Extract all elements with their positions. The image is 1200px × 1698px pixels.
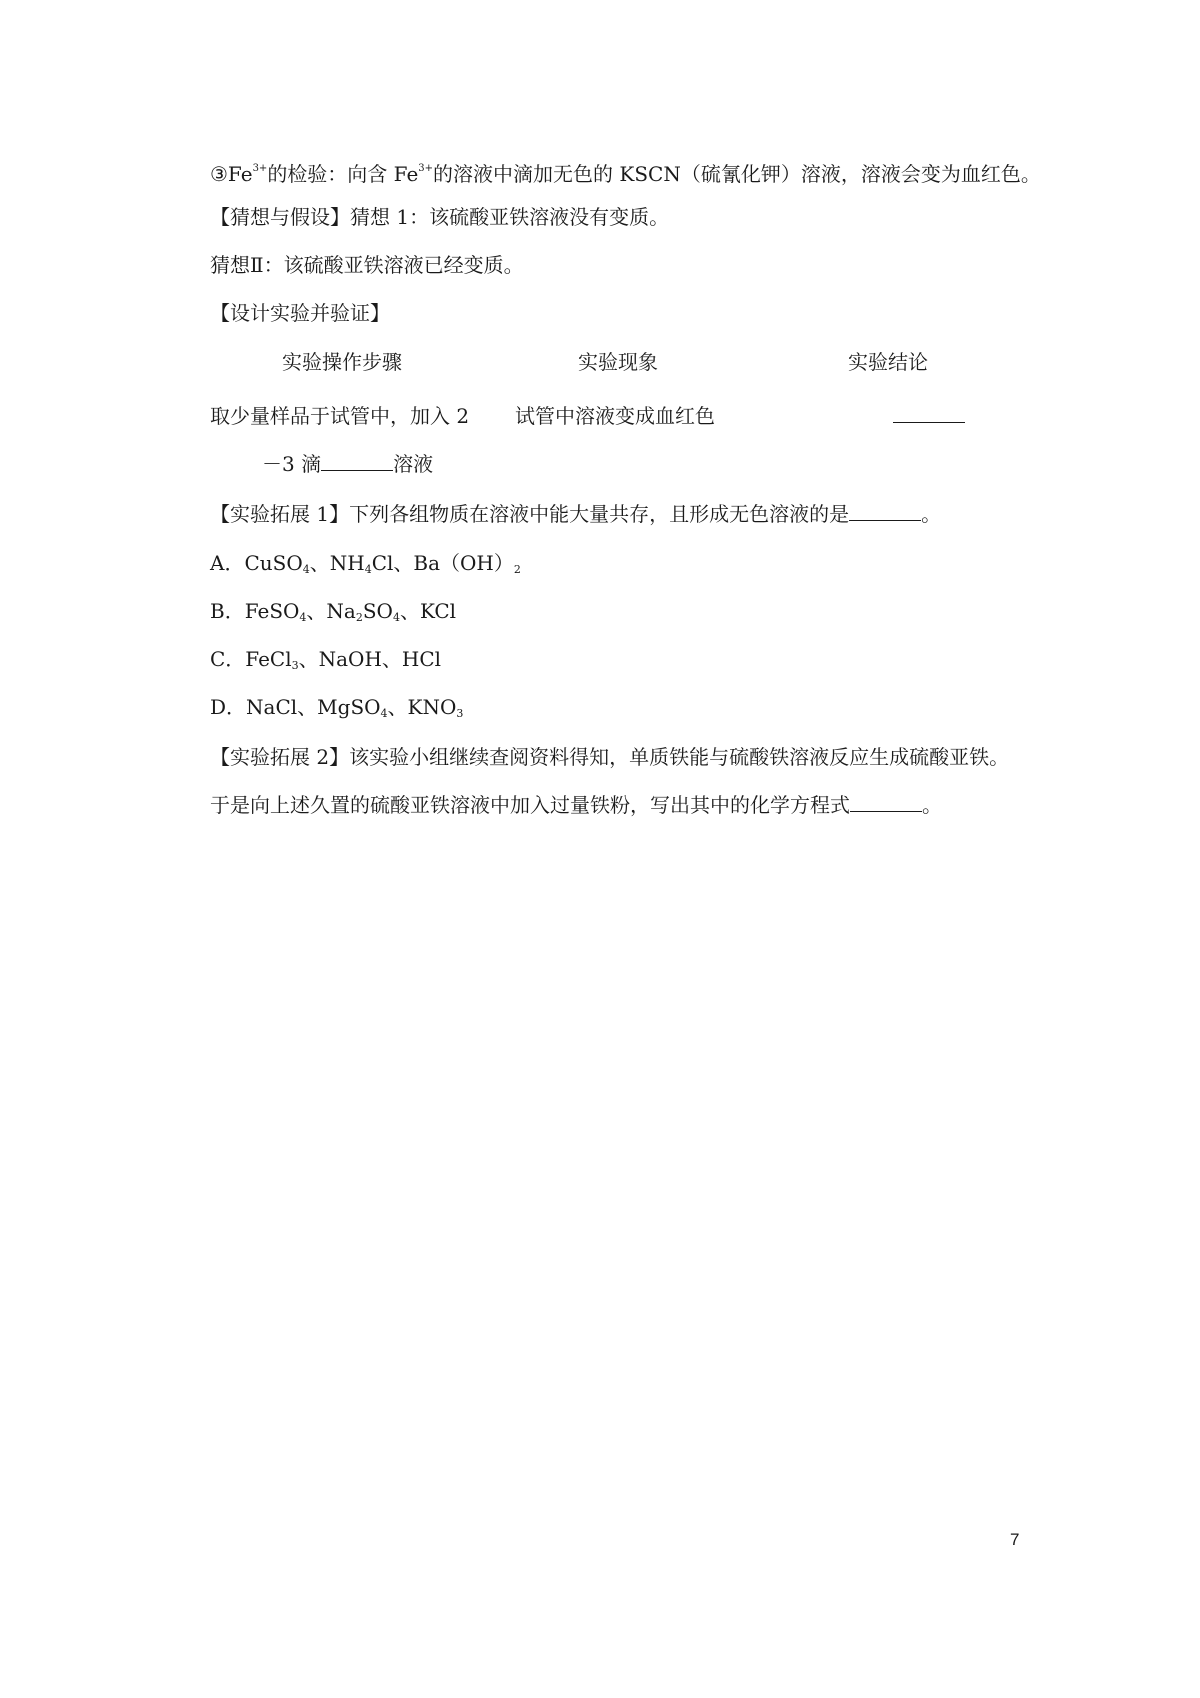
option-a-text-3: Cl、Ba（OH）: [371, 551, 514, 575]
option-b-text-2: 、Na: [306, 599, 356, 623]
step-line2-suffix: 溶液: [393, 452, 434, 476]
superscript-charge-2: 3+: [418, 163, 434, 174]
table-cell-phenomenon: 试管中溶液变成血红色: [515, 404, 715, 428]
option-b-text-4: 、KCl: [399, 599, 457, 623]
option-d-text-2: 、KNO: [387, 695, 457, 719]
answer-blank-equation[interactable]: [850, 791, 922, 812]
step-line2-prefix: －3 滴: [262, 452, 322, 476]
page-number: 7: [1010, 1530, 1020, 1549]
answer-blank-reagent[interactable]: [321, 450, 393, 471]
fe3-text-3: 的溶液中滴加无色的 KSCN（硫氰化钾）溶液，溶液会变为血红色。: [433, 162, 1041, 186]
option-b-sub-2: 2: [355, 611, 363, 624]
option-c-text-2: 、NaOH、HCl: [298, 647, 442, 671]
extension-2-text: 于是向上述久置的硫酸亚铁溶液中加入过量铁粉，写出其中的化学方程式: [210, 793, 850, 817]
table-header-phenomenon: 实验现象: [578, 350, 658, 374]
option-c: [210, 645, 441, 680]
answer-blank-conclusion[interactable]: [893, 402, 965, 423]
hypothesis-2: 猜想Ⅱ：该硫酸亚铁溶液已经变质。: [210, 253, 524, 277]
extension-2-period: 。: [922, 793, 942, 817]
table-cell-conclusion-blank[interactable]: [893, 402, 965, 430]
fe3-text-2: 的检验：向含 Fe: [267, 162, 419, 186]
table-header-steps: 实验操作步骤: [282, 350, 402, 374]
table-cell-step-line1: 取少量样品于试管中，加入 2: [210, 404, 470, 428]
option-d: [210, 693, 463, 728]
option-a-sub-2: 4: [364, 563, 372, 576]
fe3-test-line: [210, 155, 1041, 188]
option-b-text-3: SO: [362, 599, 393, 623]
option-b-sub-3: 4: [392, 611, 400, 624]
option-a-sub-3: 2: [513, 563, 521, 576]
extension-2-line1: 【实验拓展 2】该实验小组继续查阅资料得知，单质铁能与硫酸铁溶液反应生成硫酸亚铁。: [210, 745, 1010, 769]
option-d-sub-2: 3: [456, 707, 464, 720]
option-a-text-1: A．CuSO: [210, 551, 303, 575]
extension-1-question: [210, 500, 941, 528]
extension-1-period: 。: [921, 502, 942, 526]
hypothesis-1: 【猜想与假设】猜想 1：该硫酸亚铁溶液没有变质。: [210, 205, 670, 229]
option-a-sub-1: 4: [302, 563, 310, 576]
table-cell-step-line2: [262, 450, 433, 478]
option-c-sub-1: 3: [291, 659, 299, 672]
table-header-conclusion: 实验结论: [848, 350, 928, 374]
option-a-text-2: 、NH: [309, 551, 365, 575]
option-b-sub-1: 4: [299, 611, 307, 624]
option-d-text-1: D．NaCl、MgSO: [210, 695, 381, 719]
option-c-text-1: C．FeCl: [210, 647, 292, 671]
option-a: [210, 549, 521, 584]
superscript-charge-1: 3+: [252, 163, 268, 174]
option-b-text-1: B．FeSO: [210, 599, 300, 623]
extension-2-line2: [210, 791, 942, 819]
design-heading: 【设计实验并验证】: [210, 301, 390, 325]
extension-1-text: 【实验拓展 1】下列各组物质在溶液中能大量共存，且形成无色溶液的是: [210, 502, 850, 526]
option-d-sub-1: 4: [380, 707, 388, 720]
answer-blank-extension-1[interactable]: [849, 500, 921, 521]
fe3-text-1: ③Fe: [210, 162, 253, 186]
option-b: [210, 597, 456, 632]
